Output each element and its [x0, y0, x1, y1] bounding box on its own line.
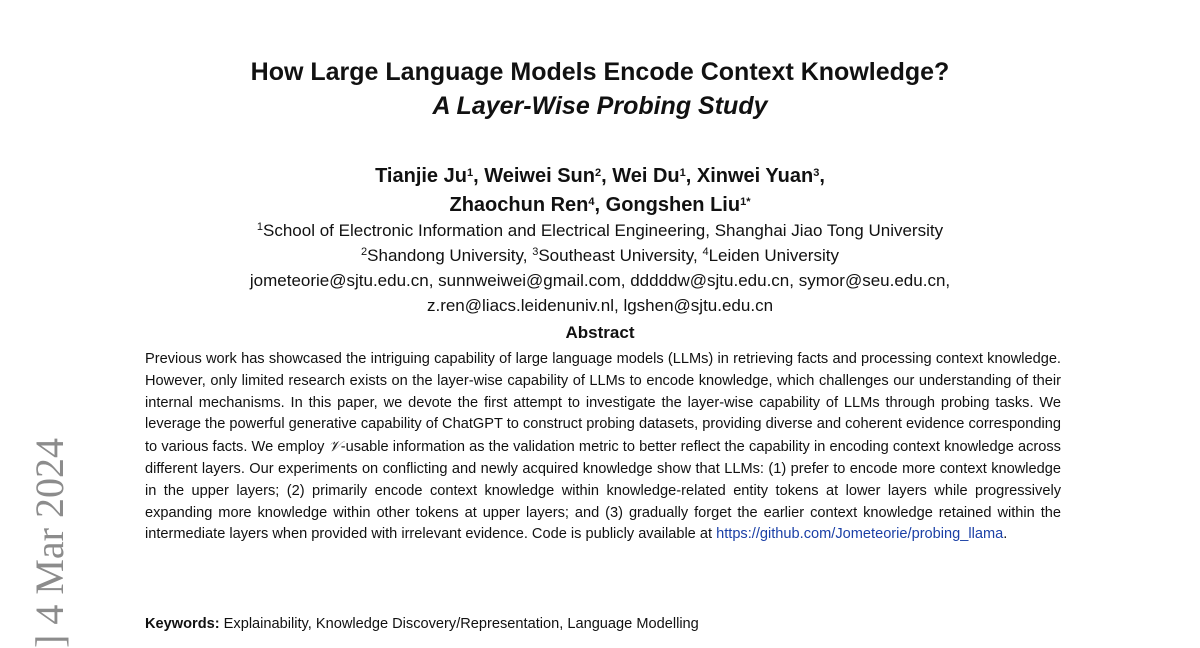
affiliation-text: Shandong University, — [367, 246, 533, 265]
author-sep: , — [685, 165, 697, 187]
author-name: Weiwei Sun — [484, 165, 595, 187]
abstract-heading: Abstract — [565, 323, 635, 342]
abstract-text: . — [1003, 526, 1008, 543]
author-list — [0, 162, 1200, 220]
author-line-1 — [0, 162, 1200, 191]
arxiv-stamp: ] 4 Mar 2024 — [27, 438, 72, 648]
abstract-body — [145, 349, 1061, 546]
code-link[interactable]: https://github.com/Jometeorie/probing_llama — [716, 526, 1004, 543]
email-line-2: z.ren@liacs.leidenuniv.nl, lgshen@sjtu.edu.cn — [426, 296, 774, 315]
author-sup: 1* — [740, 196, 751, 208]
author-name: Wei Du — [612, 165, 680, 187]
author-line-2 — [0, 191, 1200, 220]
affiliation-text: School of Electronic Information and Electrical Engineering, Shanghai Jiao Tong University — [263, 221, 944, 240]
author-sup: 3 — [813, 167, 820, 179]
affiliation-sup: 3 — [532, 246, 539, 258]
affiliation-text: Leiden University — [708, 246, 839, 265]
email-line-1: jometeorie@sjtu.edu.cn, sunnweiwei@gmail.com, dddddw@sjtu.edu.cn, symor@seu.edu.cn, — [249, 271, 951, 290]
author-sep: , — [601, 165, 613, 187]
affiliations — [0, 218, 1200, 318]
affiliation-sup: 2 — [361, 246, 368, 258]
abstract-text: -usable information as the validation metric to better reflect the capability in encoding context knowledge across different layers. Our experiments on conflicting and newly acquired knowledge show that LLMs: (1) prefer to encode more context knowledge in the upper layers; (2) primarily encode context knowledge within knowledge-related entity tokens at lower layers while progressively expanding more knowledge within other tokens at upper layers; and (3) gradually forget the earlier context knowledge retained within the intermediate layers when provided with irrelevant evidence. Code is publicly available at — [145, 439, 1061, 543]
author-sup: 1 — [466, 167, 474, 179]
author-name: Gongshen Liu — [605, 194, 741, 216]
title-main: How Large Language Models Encode Context Knowledge? — [250, 58, 950, 86]
author-name: Xinwei Yuan — [696, 165, 814, 187]
author-sup: 1 — [679, 167, 686, 179]
author-sup: 4 — [588, 196, 595, 208]
affiliation-line-2 — [0, 243, 1200, 268]
affiliation-text: Southeast University, — [538, 246, 703, 265]
paper-title — [0, 55, 1200, 123]
affiliation-sup: 1 — [256, 221, 264, 233]
keywords-text: Explainability, Knowledge Discovery/Representation, Language Modelling — [223, 616, 699, 632]
author-name: Tianjie Ju — [375, 165, 467, 187]
title-subtitle: A Layer-Wise Probing Study — [432, 92, 768, 120]
affiliation-line-1 — [0, 218, 1200, 243]
abstract-text: Previous work has showcased the intriguing capability of large language models (LLMs) in retrieving facts and processing context knowledge. However, only limited research exists on the layer-wise capability of LLMs to encode knowledge, which challenges our understanding of their internal mechanisms. In this paper, we devote the first attempt to investigate the layer-wise capability of LLMs through probing tasks. We leverage the powerful generative capability of ChatGPT to construct probing datasets, providing diverse and coherent evidence corresponding to various facts. We employ — [145, 351, 1061, 456]
affiliation-sup: 4 — [702, 246, 709, 258]
author-sep: , — [819, 165, 825, 187]
v-usable-symbol: 𝒱 — [328, 438, 341, 456]
keywords — [145, 616, 699, 632]
author-name: Zhaochun Ren — [449, 194, 589, 216]
author-sep: , — [594, 194, 606, 216]
author-sep: , — [473, 165, 485, 187]
keywords-label: Keywords: — [145, 616, 220, 632]
author-sup: 2 — [594, 167, 602, 179]
